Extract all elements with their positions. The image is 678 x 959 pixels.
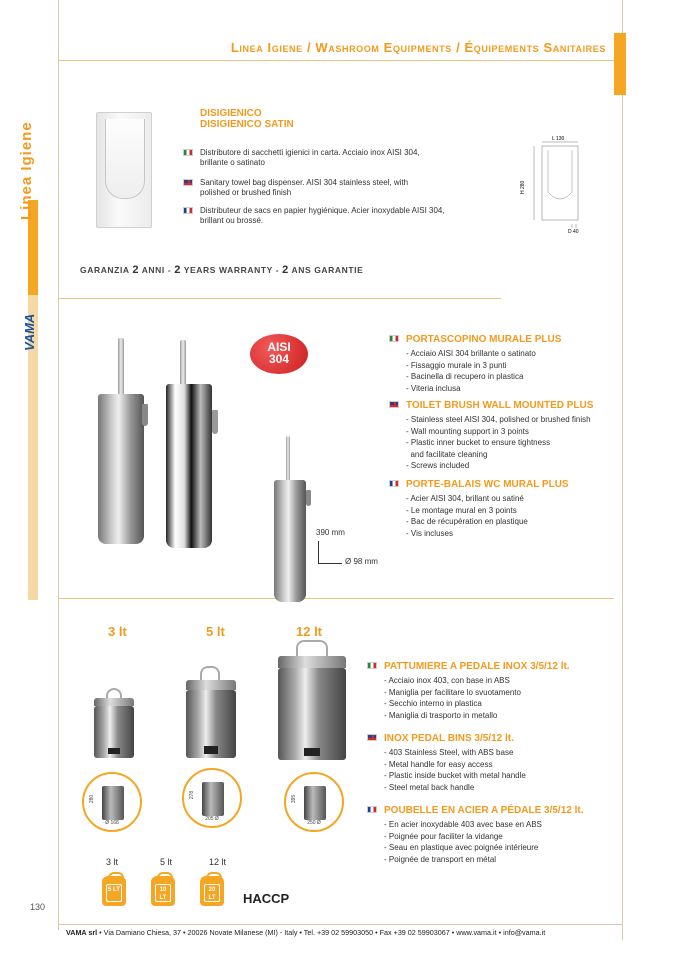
haccp-label: HACCP	[243, 891, 290, 906]
right-tab-marker	[614, 33, 626, 95]
divider	[59, 598, 614, 599]
italy-flag-icon	[183, 149, 193, 156]
page-title: Linea Igiene / Washroom Equipments / Équipements Sanitaires	[230, 40, 606, 55]
product-title-fr: PORTE-BALAIS WC MURAL PLUS	[406, 479, 569, 490]
drawing-height-label: H 280	[520, 180, 526, 194]
desc-en: Sanitary towel bag dispenser. AISI 304 stainless steel, with polished or brushed finish	[200, 178, 410, 198]
height-label: 390 mm	[316, 528, 345, 537]
features-fr: - En acier inoxydable 403 avec base en ABS - Poignée pour faciliter la vidange - Seau en plastique avec poignée intérieure - Poignée de transport en métal	[384, 820, 542, 864]
bag-icon: 5 LT	[102, 876, 126, 906]
diameter-label: Ø 98 mm	[345, 557, 378, 566]
product-title-en: INOX PEDAL BINS 3/5/12 lt.	[384, 733, 514, 744]
bag-size-label: 3 lt	[106, 857, 119, 867]
product-title: DISIGIENICO DISIGIENICO SATIN	[200, 108, 294, 130]
divider	[59, 298, 501, 299]
france-flag-icon	[389, 480, 399, 487]
left-border	[58, 0, 59, 930]
drawing-depth-label: D 40	[568, 229, 579, 234]
warranty-line: GARANZIA 2 ANNI - 2 YEARS WARRANTY - 2 ANS GARANTIE	[80, 264, 364, 276]
features-fr: - Acier AISI 304, brillant ou satiné - Le montage mural en 3 points - Bac de récupération en plastique - Vis incluses	[406, 494, 528, 538]
uk-flag-icon	[183, 179, 193, 186]
italy-flag-icon	[367, 662, 377, 669]
desc-fr: Distributeur de sacs en papier hygiénique. Acier inoxydable AISI 304, brillant ou brossé.	[200, 206, 445, 226]
technical-drawing	[516, 134, 596, 234]
bag-size-label: 5 lt	[160, 857, 173, 867]
aisi-304-badge: AISI 304	[250, 334, 308, 374]
uk-flag-icon	[389, 401, 399, 408]
bag-icon: 20 LT	[200, 876, 224, 906]
section-vertical-title: Linea Igiene	[18, 121, 35, 220]
product-title-en: TOILET BRUSH WALL MOUNTED PLUS	[406, 400, 593, 411]
dimension-circle-12l: 395 250 Ø	[284, 772, 344, 832]
features-en: - 403 Stainless Steel, with ABS base - Metal handle for easy access - Plastic inside bucket with metal handle - Steel metal back handle	[384, 748, 526, 792]
product-title-it: PORTASCOPINO MURALE PLUS	[406, 334, 561, 345]
page-number: 130	[30, 902, 46, 912]
dispenser-image	[96, 112, 152, 228]
dimension-line	[318, 541, 319, 563]
bag-size-label: 12 lt	[209, 857, 227, 867]
france-flag-icon	[183, 207, 193, 214]
divider	[59, 60, 614, 61]
dimension-line	[318, 563, 342, 564]
product-title-fr: POUBELLE EN ACIER A PÉDALE 3/5/12 lt.	[384, 805, 583, 816]
dimension-circle-3l: 280 Ø 168	[82, 772, 142, 832]
france-flag-icon	[367, 806, 377, 813]
drawing-width-label: L 130	[552, 136, 565, 142]
features-en: - Stainless steel AISI 304, polished or brushed finish - Wall mounting support in 3 points - Plastic inner bucket to ensure tightness and facilitate cleaning - Screws included	[406, 415, 591, 470]
size-label: 3 lt	[108, 624, 127, 639]
dimension-circle-5l: 278 205 Ø	[182, 768, 242, 828]
uk-flag-icon	[367, 734, 377, 741]
footer-divider	[59, 924, 622, 925]
footer-contact: VAMA srl • Via Damiano Chiesa, 37 • 20026 Novate Milanese (MI) - Italy • Tel. +39 02 59903050 • Fax +39 02 59903067 • www.vama.it • info@vama.it	[66, 928, 546, 937]
features-it: - Acciaio inox 403, con base in ABS - Maniglia per facilitare lo svuotamento - Secchio interno in plastica - Maniglia di trasporto in metallo	[384, 676, 521, 720]
bag-icon: 10 LT	[151, 876, 175, 906]
product-title-it: PATTUMIERE A PEDALE INOX 3/5/12 lt.	[384, 661, 570, 672]
vama-logo: VAMA	[22, 313, 37, 351]
right-border	[622, 0, 623, 940]
size-label: 12 lt	[296, 624, 323, 639]
size-label: 5 lt	[206, 624, 225, 639]
features-it: - Acciaio AISI 304 brillante o satinato - Fissaggio murale in 3 punti - Bacinella di recupero in plastica - Viteria inclusa	[406, 349, 536, 393]
desc-it: Distributore di sacchetti igienici in carta. Acciaio inox AISI 304, brillante o satinato	[200, 148, 440, 168]
italy-flag-icon	[389, 335, 399, 342]
